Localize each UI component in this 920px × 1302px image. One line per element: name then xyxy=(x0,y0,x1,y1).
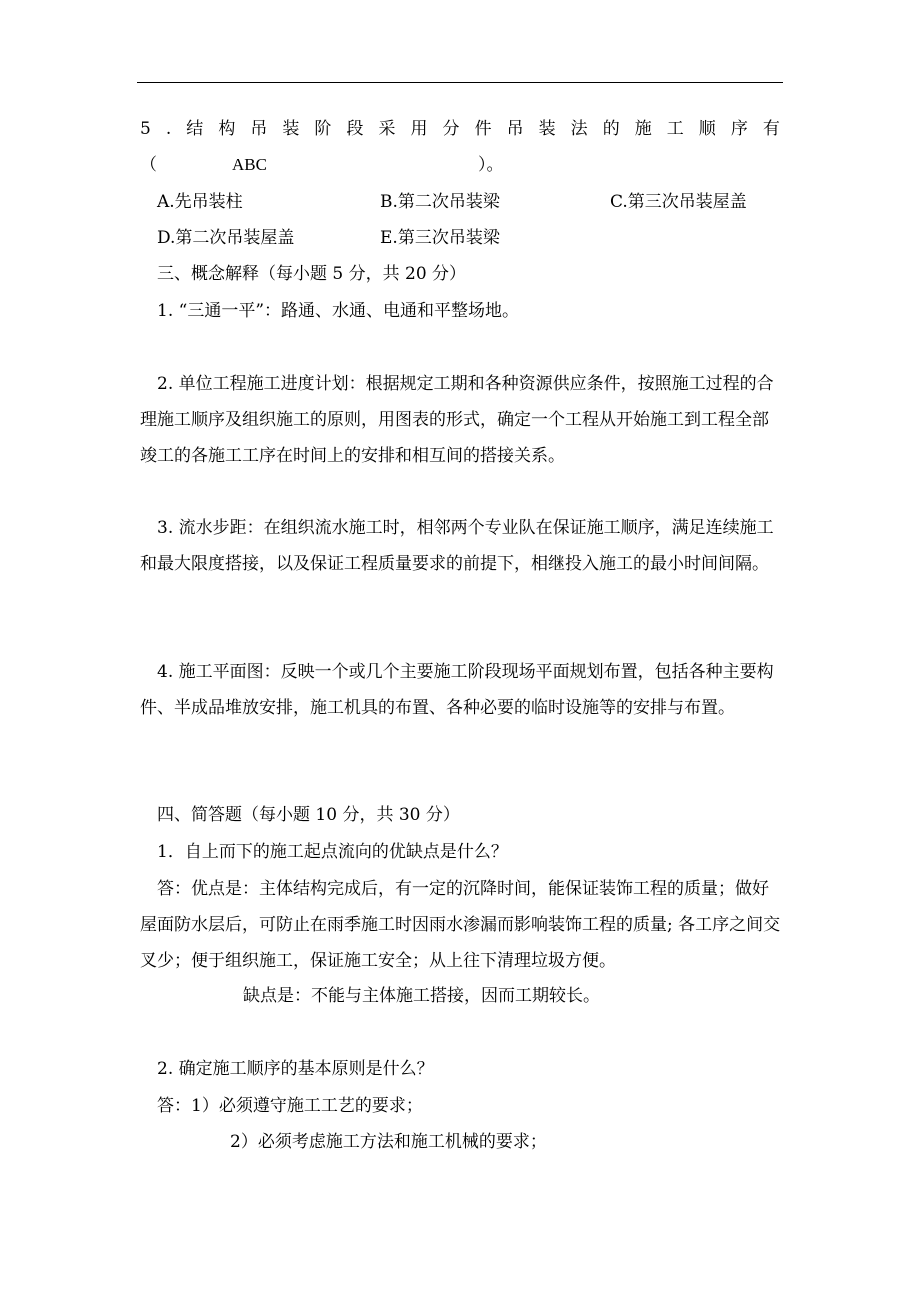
section4-q2-answer-2: 2）必须考虑施工方法和施工机械的要求； xyxy=(230,1132,547,1152)
q5-char: 件 xyxy=(474,119,492,139)
q5-char: 有 xyxy=(762,119,780,139)
q5-option-e: E.第三次吊装梁 xyxy=(380,228,500,248)
section4-q2-question: 2. 确定施工顺序的基本原则是什么？ xyxy=(157,1059,434,1079)
q5-char: 用 xyxy=(410,119,428,139)
concept-2: 2. 单位工程施工进度计划：根据规定工期和各种资源供应条件，按照施工过程的合理施工顺序及组织施工的原则，用图表的形式，确定一个工程从开始施工到工程全部竣工的各施工工序在时间上的安排和相互间的搭接关系。 xyxy=(140,374,774,466)
q5-char: 构 xyxy=(218,119,236,139)
q5-close-paren: ）。 xyxy=(478,155,504,175)
q5-char: 分 xyxy=(442,119,460,139)
concept-4: 4. 施工平面图：反映一个或几个主要施工阶段现场平面规划布置，包括各种主要构件、半成品堆放安排，施工机具的布置、各种必要的临时设施等的安排与布置。 xyxy=(140,662,774,718)
q5-char: 5 xyxy=(140,119,151,139)
section4-q1-disadvantage: 缺点是：不能与主体施工搭接，因而工期较长。 xyxy=(243,986,600,1006)
concept-3: 3. 流水步距：在组织流水施工时，相邻两个专业队在保证施工顺序，满足连续施工和最大限度搭接，以及保证工程质量要求的前提下，相继投入施工的最小时间间隔。 xyxy=(140,518,774,574)
section4-heading: 四、简答题（每小题 10 分，共 30 分） xyxy=(157,805,460,825)
q5-char: 吊 xyxy=(506,119,524,139)
header-rule xyxy=(137,82,783,83)
q5-option-b: B.第二次吊装梁 xyxy=(380,192,500,212)
section4-q1-answer: 答：优点是：主体结构完成后，有一定的沉降时间，能保证装饰工程的质量；做好屋面防水层后，可防止在雨季施工时因雨水渗漏而影响装饰工程的质量; 各工序之间交叉少；便于组织施工，保证施工安全；从上往下清理垃圾方便。 xyxy=(140,879,781,971)
q5-stem xyxy=(140,118,780,140)
q5-char: 吊 xyxy=(250,119,268,139)
section4-q2-answer-1: 答：1）必须遵守施工工艺的要求； xyxy=(157,1096,423,1116)
q5-answer: ABC xyxy=(232,155,267,174)
q5-char: 段 xyxy=(346,119,364,139)
q5-option-d: D.第二次吊装屋盖 xyxy=(157,228,295,248)
q5-option-a: A.先吊装柱 xyxy=(157,192,243,212)
q5-open-paren: （ xyxy=(140,155,157,175)
q5-char: 顺 xyxy=(698,119,716,139)
q5-option-c: C.第三次吊装屋盖 xyxy=(610,192,747,212)
q5-char: 法 xyxy=(570,119,588,139)
q5-char: 序 xyxy=(730,119,748,139)
q5-char: 采 xyxy=(378,119,396,139)
section3-heading: 三、概念解释（每小题 5 分，共 20 分） xyxy=(157,264,467,284)
concept-1: 1. “三通一平”：路通、水通、电通和平整场地。 xyxy=(157,301,520,321)
section4-q1-question: 1．自上而下的施工起点流向的优缺点是什么？ xyxy=(157,842,508,862)
q5-char: 装 xyxy=(282,119,300,139)
q5-char: 装 xyxy=(538,119,556,139)
q5-char: 结 xyxy=(186,119,204,139)
q5-char: 工 xyxy=(666,119,684,139)
q5-char: 阶 xyxy=(314,119,332,139)
q5-char: . xyxy=(165,119,172,139)
q5-char: 的 xyxy=(602,119,620,139)
q5-char: 施 xyxy=(634,119,652,139)
